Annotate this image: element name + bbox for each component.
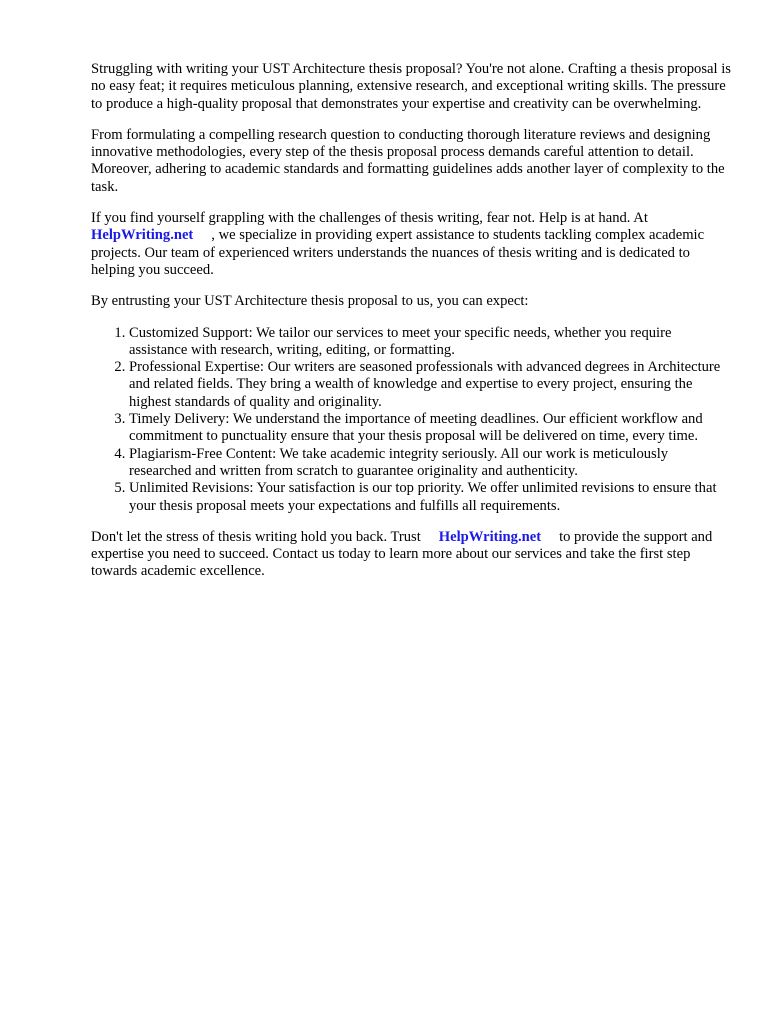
expect-paragraph: By entrusting your UST Architecture thesis proposal to us, you can expect: — [91, 293, 529, 310]
helpwriting-link-closing[interactable]: HelpWriting.net — [438, 528, 542, 545]
closing-paragraph-lead: Don't let the stress of thesis writing hold you back. Trust — [91, 528, 421, 545]
list-item: 5. Unlimited Revisions: Your satisfaction is our top priority. We offer unlimited revisions to ensure that your thesis proposal meets your expectations and fulfills all requirements. — [129, 480, 731, 515]
list-item: 3. Timely Delivery: We understand the importance of meeting deadlines. Our efficient workflow and commitment to punctuality ensure that your thesis proposal will be delivered on time, every time. — [129, 411, 731, 446]
help-paragraph-rest: , we specialize in providing expert assistance to students tackling complex academic projects. Our team of experienced writers understands the nuances of thesis writing and is dedicated to helping you succeed. — [91, 227, 705, 278]
help-paragraph-lead: If you find yourself grappling with the challenges of thesis writing, fear not. Help is at hand. At — [91, 210, 648, 227]
help-paragraph — [91, 210, 731, 279]
document-body — [91, 61, 731, 595]
closing-paragraph — [91, 529, 731, 581]
intro-paragraph: Struggling with writing your UST Architecture thesis proposal? You're not alone. Crafting a thesis proposal is no easy feat; it requires meticulous planning, extensive research, and exceptional writing skills. The pressure to produce a high-quality proposal that demonstrates your expertise and creativity can be overwhelming. — [91, 61, 731, 112]
list-item: 2. Professional Expertise: Our writers are seasoned professionals with advanced degrees in Architecture and related fields. They bring a wealth of knowledge and expertise to every project, ensuring the highest standards of quality and originality. — [129, 359, 731, 411]
benefits-list — [91, 325, 731, 515]
challenges-paragraph: From formulating a compelling research question to conducting thorough literature reviews and designing innovative methodologies, every step of the thesis proposal process demands careful attention to detail. Moreover, adhering to academic standards and formatting guidelines adds another layer of complexity to the task. — [91, 126, 725, 195]
list-item: 1. Customized Support: We tailor our services to meet your specific needs, whether you require assistance with research, writing, editing, or formatting. — [129, 325, 731, 360]
helpwriting-link[interactable]: HelpWriting.net — [91, 227, 194, 244]
list-item: 4. Plagiarism-Free Content: We take academic integrity seriously. All our work is meticulously researched and written from scratch to guarantee originality and authenticity. — [129, 446, 731, 481]
closing-paragraph-rest: to provide the support and expertise you need to succeed. Contact us today to learn more about our services and take the first step towards academic excellence. — [91, 528, 713, 580]
